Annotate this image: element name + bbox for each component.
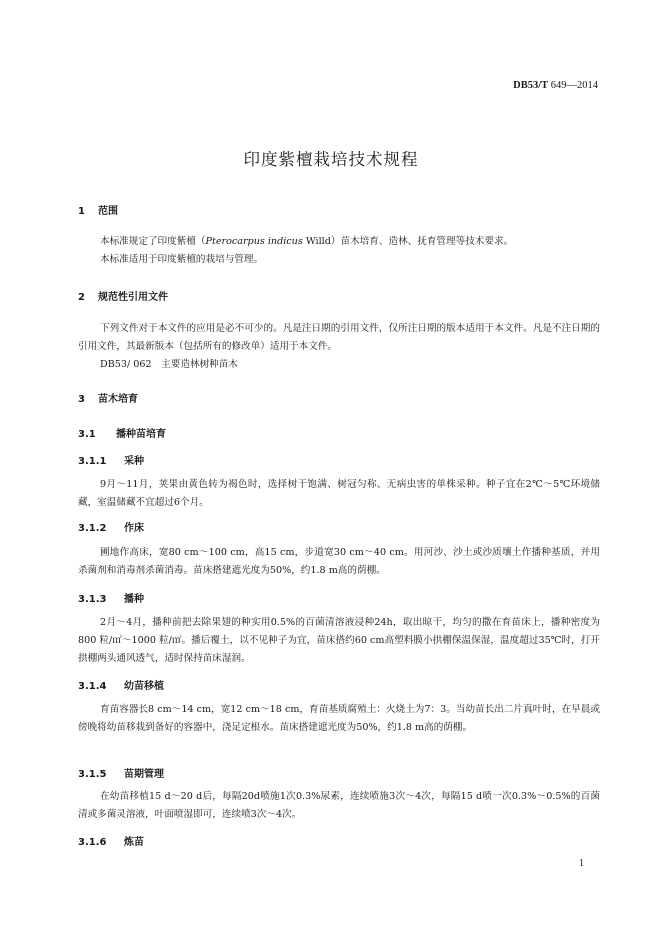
reference-item: DB53/ 062 主要造林树种苗木 — [100, 359, 238, 370]
heading-3-1-3: 3.1.3 播种 — [78, 594, 144, 605]
document-title: 印度紫檀栽培技术规程 — [243, 150, 419, 169]
standard-code-year: 649—2014 — [548, 80, 598, 91]
paragraph-seed-collection: 9月～11月，荚果由黄色转为褐色时，选择树干饱满、树冠匀称、无病虫害的单株采种。种子宜在2℃～5℃环境储藏，室温储藏不宜超过6个月。 — [78, 479, 600, 508]
heading-2: 2 规范性引用文件 — [78, 292, 168, 303]
heading-3-1-4: 3.1.4 幼苗移植 — [78, 681, 164, 692]
heading-3-1: 3.1 播种苗培育 — [78, 429, 166, 440]
heading-3-1-1: 3.1.1 采种 — [78, 456, 144, 467]
heading-3-1-6: 3.1.6 炼苗 — [78, 837, 144, 848]
standard-code-prefix: DB53/T — [513, 80, 549, 91]
standard-code — [513, 80, 598, 91]
paragraph-transplanting: 育苗容器长8 cm～14 cm，宽12 cm～18 cm，育苗基质腐殖土：火烧土为7：3。当幼苗长出二片真叶时，在早晨或傍晚将幼苗移栽到备好的容器中，浇足定根水。苗床搭建遮光度为50%，约1.8 m高的荫棚。 — [78, 704, 600, 733]
paragraph-sowing: 2月～4月，播种前把去除果翅的种实用0.5%的百菌清溶液浸种24h，取出晾干，均匀的撒在育苗床上，播种密度为800 粒/㎡～1000 粒/㎡。播后覆土，以不见种子为宜，苗床搭约60 cm高塑料膜小拱棚保温保湿，温度超过35℃时，打开拱棚两头通风透气，适时保持苗床湿润。 — [78, 617, 600, 664]
heading-3-1-2: 3.1.2 作床 — [78, 523, 144, 534]
page-number: 1 — [579, 858, 584, 869]
heading-3-1-5: 3.1.5 苗期管理 — [78, 769, 164, 780]
heading-1: 1 范围 — [78, 206, 118, 217]
heading-3: 3 苗木培育 — [78, 394, 138, 405]
paragraph-seedling-management: 在幼苗移植15 d～20 d后，每隔20d喷施1次0.3%尿素，连续喷施3次～4次，每隔15 d喷一次0.3%～0.5%的百菌清或多菌灵溶液，叶面喷湿即可，连续喷3次～4次。 — [78, 791, 600, 820]
paragraph-scope-2: 本标准适用于印度紫檀的栽培与管理。 — [100, 254, 264, 265]
paragraph-seedbed: 圃地作高床，宽80 cm～100 cm，高15 cm，步道宽30 cm～40 cm。用河沙、沙土或沙质壤土作播种基质，并用杀菌剂和消毒剂杀菌消毒。苗床搭建遮光度为50%，约1.8 m高的荫棚。 — [78, 547, 600, 576]
paragraph-references: 下列文件对于本文件的应用是必不可少的。凡是注日期的引用文件，仅所注日期的版本适用于本文件。凡是不注日期的引用文件，其最新版本（包括所有的修改单）适用于本文件。 — [78, 323, 600, 352]
paragraph-scope-1: 本标准规定了印度紫檀（Pterocarpus indicus Willd）苗木培育、造林、抚育管理等技术要求。 — [100, 236, 514, 247]
